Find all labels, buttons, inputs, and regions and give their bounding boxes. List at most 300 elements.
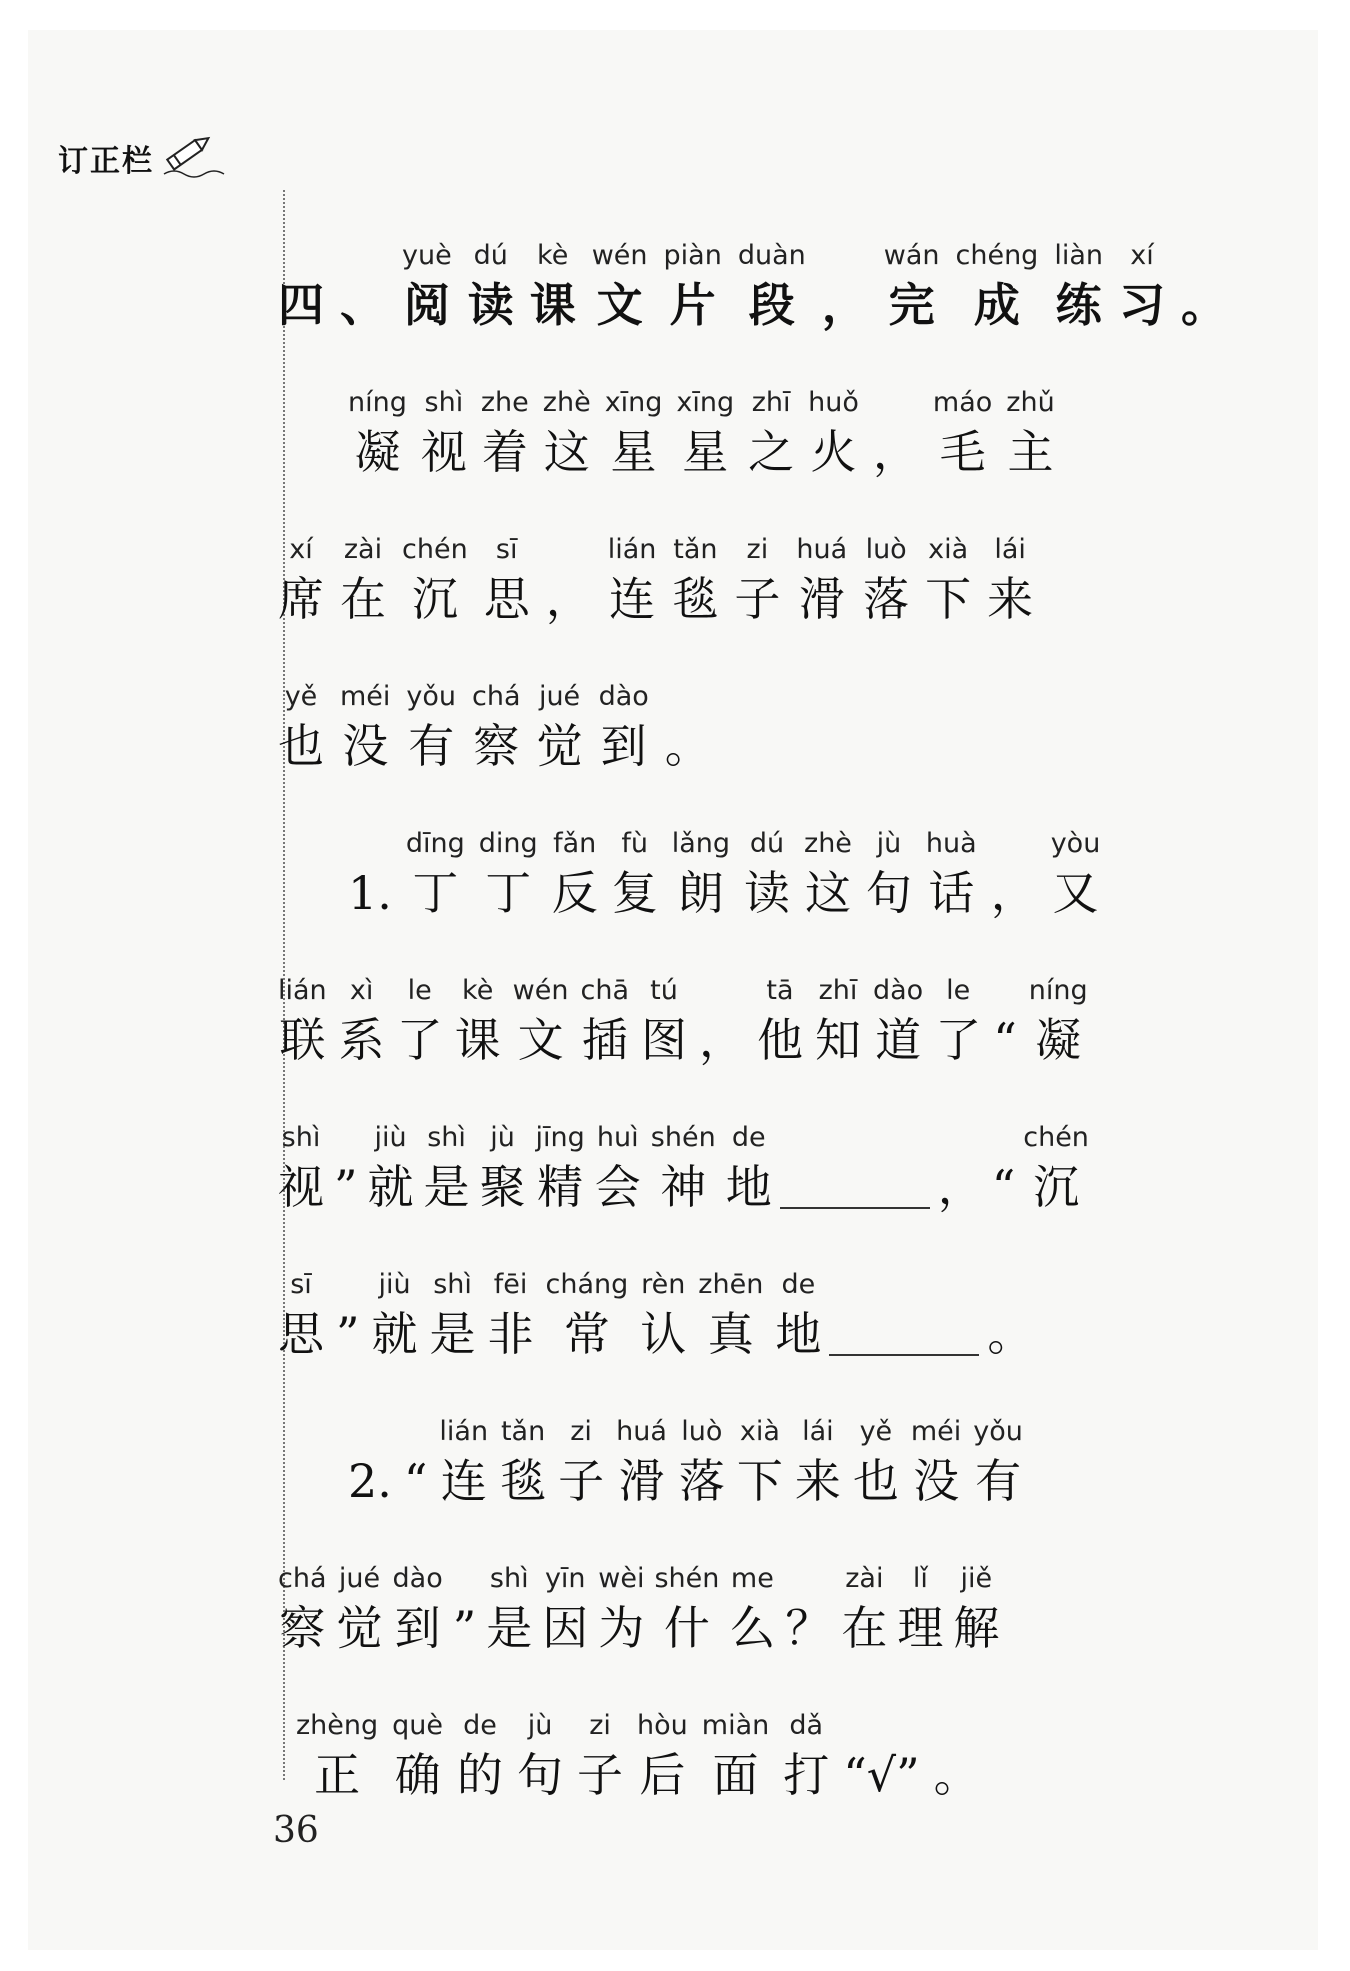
pinyin-character-unit [664,237,722,335]
hanzi: 读 [744,866,791,920]
pinyin: jù [490,1122,515,1153]
pinyin: níng [1028,975,1088,1006]
pinyin-character-unit [748,384,794,482]
pinyin: tǎn [500,1416,546,1447]
hanzi: 思 [483,572,530,626]
pinyin: zhe [480,387,529,418]
hanzi: 到 [600,719,647,773]
pinyin-character-unit [480,1119,526,1217]
pinyin: fǎn [553,828,597,859]
pinyin-character-unit [729,1560,775,1658]
pinyin-character-unit [599,678,649,776]
pinyin-character-unit [863,531,909,629]
hanzi: 连 [440,1454,487,1508]
pinyin: níng [348,387,407,418]
pinyin-character-unit [348,384,407,482]
pinyin: zhī [751,387,791,418]
pinyin-character-unit [1181,237,1227,335]
pinyin-character-unit [337,1560,383,1658]
hanzi: 1. [348,866,392,920]
pinyin-character-unit [368,1119,414,1217]
hanzi: 星 [682,425,729,479]
pinyin-character-unit [595,1119,641,1217]
hanzi: 系 [338,1013,385,1067]
question-1-line-3 [278,1070,1218,1217]
pinyin-character-unit [866,825,912,923]
hanzi: 段 [748,278,795,332]
pinyin-character-unit [397,972,443,1070]
hanzi: 2. [348,1454,392,1508]
pinyin-character-unit [640,1266,686,1364]
pinyin-character-unit [543,384,591,482]
pinyin: lái [994,534,1026,565]
pinyin-character-unit [296,1707,378,1805]
pinyin-character-unit [926,825,977,923]
pinyin-character-unit [486,1560,532,1658]
hanzi: 毛 [939,425,986,479]
pinyin: dú [749,828,785,859]
hanzi: ， [990,866,1037,920]
pinyin: zhè [804,828,852,859]
hanzi: 读 [467,278,514,332]
pinyin: jiě [960,1563,993,1594]
pinyin-character-unit [488,1266,534,1364]
pinyin-character-unit [392,1707,443,1805]
pinyin-character-unit [481,384,529,482]
pinyin-character-unit [938,1119,984,1217]
pinyin: tǎn [673,534,718,565]
pinyin-character-unit [580,972,629,1070]
hanzi: 。 [1181,278,1227,332]
answer-blank-1[interactable] [780,1163,930,1209]
pinyin: huà [925,828,977,859]
pinyin-character-unit [853,1413,899,1511]
pinyin-character-unit [348,825,392,923]
pinyin-character-unit [546,1266,629,1364]
pinyin-character-unit [340,678,390,776]
pinyin-character-unit [815,972,861,1070]
pinyin-character-unit [726,1119,772,1217]
hanzi: 。 [933,1748,980,1802]
hanzi: 地 [725,1160,772,1214]
hanzi: 理 [897,1601,944,1655]
pinyin-character-unit [278,972,327,1070]
pinyin: piàn [663,240,722,271]
pinyin-character-unit [605,384,663,482]
pinyin: dào [392,1563,443,1594]
hanzi: 主 [1007,425,1054,479]
pinyin-character-unit [796,531,847,629]
hanzi: 么 [729,1601,776,1655]
hanzi: 道 [875,1013,922,1067]
pinyin: shì [424,387,464,418]
hanzi: 子 [577,1748,624,1802]
hanzi: 完 [888,278,935,332]
pinyin: huá [796,534,848,565]
question-2-line-1 [278,1364,1218,1511]
pinyin: fēi [493,1269,528,1300]
pinyin-character-unit [552,825,598,923]
hanzi: 是 [429,1307,476,1361]
pinyin-character-unit [612,825,658,923]
hanzi: ， [821,278,868,332]
hanzi: ” [336,1307,360,1361]
pinyin: lǐ [912,1563,928,1594]
pinyin: shì [433,1269,472,1300]
pinyin: de [463,1710,497,1741]
hanzi: 聚 [479,1160,526,1214]
pinyin: yǒu [406,681,457,712]
hanzi: 席 [278,572,324,626]
pinyin: tā [766,975,794,1006]
pinyin-character-unit [884,237,940,335]
hanzi: 星 [610,425,657,479]
pinyin-character-unit [406,678,456,776]
pinyin-character-unit [406,825,465,923]
pinyin: yǒu [973,1416,1023,1447]
hanzi: 有 [975,1454,1022,1508]
hanzi: 、 [340,278,386,332]
pinyin-character-unit [734,531,780,629]
pinyin-character-unit [935,972,981,1070]
pinyin-character-unit [592,237,648,335]
pinyin-character-unit [537,678,583,776]
hanzi: 什 [663,1601,710,1655]
hanzi: 话 [928,866,975,920]
hanzi: 视 [420,425,467,479]
hanzi: 察 [473,719,520,773]
hanzi: 丁 [412,866,459,920]
pinyin: méi [340,681,391,712]
hanzi: 了 [396,1013,443,1067]
hanzi: 打 [783,1748,830,1802]
hanzi: 非 [487,1307,534,1361]
pinyin-character-unit [278,1119,324,1217]
hanzi: 神 [660,1160,707,1214]
pinyin: jué [338,1563,381,1594]
pinyin: zhèng [296,1710,379,1741]
pinyin: chéng [955,240,1039,271]
hanzi: 这 [543,425,590,479]
pinyin: wén [591,240,648,271]
hanzi: 没 [342,719,389,773]
pinyin-character-unit [340,237,386,335]
page-number: 36 [273,1810,319,1851]
hanzi: 来 [987,572,1034,626]
hanzi: 连 [609,572,656,626]
pinyin-character-unit [402,237,452,335]
pinyin-character-unit [676,384,734,482]
pinyin: zi [746,534,769,565]
pinyin: chá [278,1563,327,1594]
hanzi: 反 [551,866,598,920]
pinyin-character-unit [455,972,501,1070]
hanzi: 又 [1052,866,1099,920]
pinyin-character-unit [457,1707,503,1805]
pinyin: de [731,1122,766,1153]
hanzi: 也 [852,1454,899,1508]
hanzi: 毯 [672,572,719,626]
hanzi: 思 [278,1307,324,1361]
pinyin-character-unit [616,1413,667,1511]
hanzi: 。 [987,1307,1034,1361]
pinyin: sī [290,1269,312,1300]
pinyin-character-unit [757,972,803,1070]
pinyin: dú [473,240,508,271]
pinyin: cháng [545,1269,629,1300]
pinyin-character-unit [956,237,1039,335]
hanzi: 察 [279,1601,326,1655]
pinyin-character-unit [577,1707,623,1805]
pinyin-character-unit [953,1560,999,1658]
pinyin: lián [607,534,657,565]
hanzi: 因 [542,1601,589,1655]
pinyin: kè [462,975,494,1006]
hanzi: 觉 [536,719,583,773]
hanzi: 滑 [798,572,845,626]
hanzi: 视 [278,1160,324,1214]
pinyin-character-unit [783,1707,829,1805]
hanzi: ， [699,1013,745,1067]
pinyin-character-unit [672,531,718,629]
pencil-icon [156,130,236,180]
pinyin-character-unit [651,1119,716,1217]
pinyin-character-unit [278,237,324,335]
pinyin: huǒ [808,387,859,418]
pinyin-character-unit [699,972,745,1070]
pinyin: rèn [641,1269,686,1300]
hanzi: 就 [367,1160,414,1214]
pinyin-character-unit [1051,825,1101,923]
pinyin: le [946,975,971,1006]
hanzi: 朗 [677,866,724,920]
pinyin-character-unit [993,972,1017,1070]
pinyin-character-unit [933,384,992,482]
question-2-line-2 [278,1511,1218,1658]
pinyin: wén [512,975,569,1006]
passage-line-3 [278,629,1218,776]
hanzi: 句 [865,866,912,920]
pinyin-character-unit [348,1413,392,1511]
pinyin: le [407,975,432,1006]
pinyin: chá [472,681,521,712]
answer-blank-2[interactable] [829,1310,979,1356]
hanzi: 滑 [618,1454,665,1508]
hanzi: 子 [558,1454,605,1508]
pinyin-character-unit [421,384,467,482]
pinyin: yuè [402,240,452,271]
pinyin: huá [616,1416,667,1447]
hanzi: 来 [794,1454,841,1508]
hanzi: 四 [278,278,324,332]
pinyin-character-unit [897,1560,943,1658]
hanzi: 沉 [1033,1160,1080,1214]
pinyin: zi [570,1416,592,1447]
pinyin: xīng [604,387,663,418]
pinyin: jiù [374,1122,407,1153]
hanzi: 正 [314,1748,361,1802]
pinyin: lián [278,975,327,1006]
pinyin-character-unit [393,1560,443,1658]
pinyin-character-unit [542,1560,588,1658]
pinyin-character-unit [439,1413,488,1511]
pinyin-character-unit [822,237,868,335]
pinyin-character-unit [372,1266,418,1364]
pinyin-character-unit [738,237,806,335]
pinyin-character-unit [795,1413,841,1511]
hanzi: 联 [279,1013,326,1067]
question-2-line-3 [278,1658,1218,1805]
pinyin-character-unit [334,1119,358,1217]
hanzi: 火 [810,425,857,479]
hanzi: 认 [640,1307,687,1361]
pinyin: zhēn [698,1269,764,1300]
pinyin: xià [739,1416,780,1447]
pinyin-character-unit [925,531,971,629]
hanzi: 没 [913,1454,960,1508]
pinyin: zhǔ [1006,387,1055,418]
pinyin-character-unit [430,1266,476,1364]
pinyin: dào [598,681,649,712]
pinyin-character-unit [1006,384,1054,482]
pinyin-character-unit [637,1707,688,1805]
hanzi: ” [334,1160,358,1214]
hanzi: 之 [748,425,795,479]
pinyin: lái [802,1416,834,1447]
pinyin: méi [910,1416,962,1447]
hanzi: 下 [736,1454,783,1508]
pinyin-character-unit [536,1119,585,1217]
hanzi: “ [993,1013,1017,1067]
pinyin-character-unit [1119,237,1165,335]
hanzi: ， [545,572,592,626]
pinyin: dǎ [789,1710,824,1741]
pinyin-character-unit [500,1413,546,1511]
pinyin: shì [489,1563,529,1594]
pinyin-character-unit [278,678,324,776]
correction-column-title [58,130,236,180]
hanzi: 面 [712,1748,759,1802]
hanzi: 练 [1055,278,1102,332]
hanzi: 精 [537,1160,584,1214]
hanzi: 是 [486,1601,533,1655]
hanzi: 会 [594,1160,641,1214]
pinyin-character-unit [558,1413,604,1511]
pinyin-character-unit [424,1119,470,1217]
pinyin-character-unit [841,1560,887,1658]
hanzi: 在 [340,572,386,626]
pinyin: zhè [542,387,591,418]
pinyin: yě [859,1416,893,1447]
pinyin-character-unit [737,1413,783,1511]
pinyin: shén [650,1122,716,1153]
pinyin: què [392,1710,444,1741]
hanzi: 着 [481,425,528,479]
passage-line-1 [278,335,1218,482]
pinyin-character-unit [339,972,385,1070]
hanzi: 也 [278,719,324,773]
hanzi: 文 [596,278,643,332]
pinyin: huì [596,1122,639,1153]
question-1-line-1 [278,776,1218,923]
pinyin: xí [1130,240,1154,271]
pinyin: xì [349,975,374,1006]
exercise-content [278,195,1227,1805]
pinyin-character-unit [934,1707,980,1805]
pinyin-character-unit [665,678,711,776]
pinyin: xīng [676,387,735,418]
hanzi: 下 [925,572,972,626]
pinyin: duàn [737,240,806,271]
pinyin: shì [281,1122,321,1153]
pinyin-character-unit [530,237,576,335]
hanzi: 常 [563,1307,610,1361]
pinyin: luò [681,1416,723,1447]
pinyin-character-unit [546,531,592,629]
hanzi: 为 [598,1601,645,1655]
hanzi: 插 [581,1013,628,1067]
hanzi: 片 [669,278,716,332]
pinyin-character-unit [1023,1119,1089,1217]
hanzi: 落 [863,572,910,626]
pinyin: jīng [535,1122,585,1153]
pinyin-character-unit [1029,972,1088,1070]
hanzi: 真 [707,1307,754,1361]
pinyin-character-unit [785,1560,831,1658]
pinyin: fù [621,828,649,859]
hanzi: 毯 [500,1454,547,1508]
pinyin: miàn [701,1710,770,1741]
pinyin: sī [495,534,518,565]
hanzi: 到 [394,1601,441,1655]
pinyin-character-unit [987,531,1033,629]
pinyin-character-unit [873,972,923,1070]
passage-line-2 [278,482,1218,629]
pinyin: zài [845,1563,884,1594]
pinyin: lián [439,1416,489,1447]
pinyin: yīn [544,1563,586,1594]
pinyin-character-unit [992,1119,1016,1217]
pinyin-character-unit [744,825,790,923]
hanzi: 落 [678,1454,725,1508]
pinyin: máo [932,387,993,418]
pinyin-character-unit [278,1266,324,1364]
pinyin: dīng [405,828,465,859]
hanzi: 凝 [354,425,401,479]
pinyin: chén [402,534,468,565]
hanzi: ， [937,1160,984,1214]
pinyin-character-unit [808,384,859,482]
hanzi: 就 [371,1307,418,1361]
hanzi: 觉 [336,1601,383,1655]
hanzi: ” [452,1601,477,1655]
hanzi: 课 [529,278,576,332]
pinyin: me [730,1563,774,1594]
pinyin: ding [478,828,538,859]
hanzi: 是 [423,1160,470,1214]
pinyin: zhī [818,975,858,1006]
pinyin: xí [289,534,313,565]
hanzi: ？ [785,1601,832,1655]
pinyin-character-unit [654,1560,719,1658]
pinyin-character-unit [641,972,687,1070]
hanzi: ， [872,425,919,479]
hanzi: 子 [734,572,781,626]
hanzi: 在 [841,1601,888,1655]
pinyin: dào [873,975,924,1006]
hanzi: 他 [757,1013,803,1067]
pinyin: luò [865,534,907,565]
